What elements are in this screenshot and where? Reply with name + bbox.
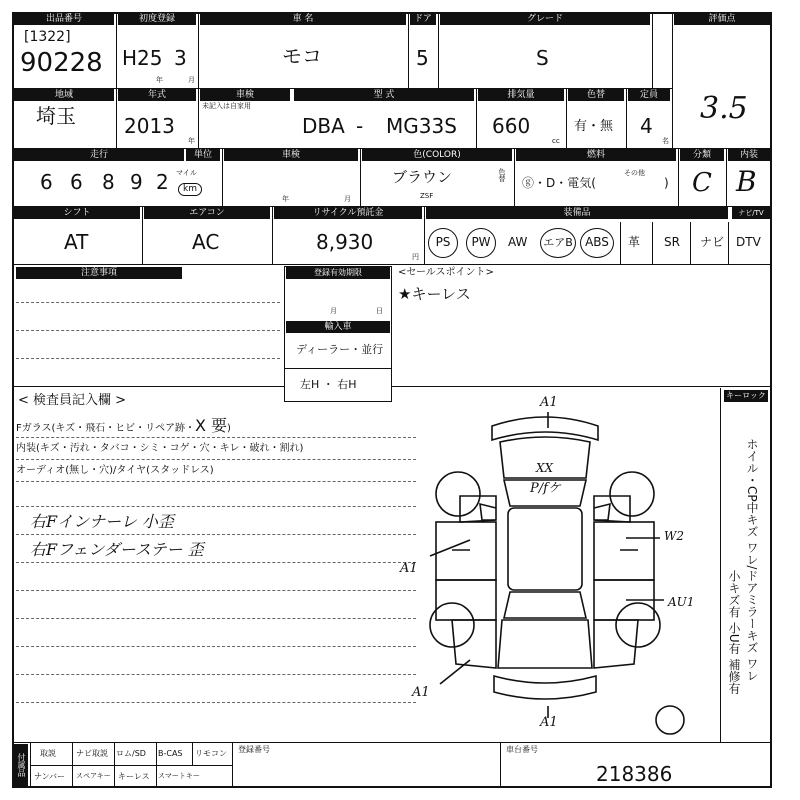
equip-leather: 革 bbox=[628, 235, 641, 249]
type-label: 型 式 bbox=[294, 89, 474, 101]
body-color: ブラウン bbox=[392, 168, 453, 186]
color-change-vertical: 色替 bbox=[498, 168, 506, 182]
equip-navi: ナビ bbox=[700, 235, 725, 249]
keytype-label: ナビ/TV bbox=[732, 207, 770, 219]
diagram-right-mark: W2 bbox=[664, 529, 684, 543]
mileage-digit: 9 bbox=[130, 170, 143, 194]
doors: 5 bbox=[416, 46, 429, 70]
lot-number: 90228 bbox=[20, 48, 103, 78]
color-change-value: 有・無 bbox=[574, 119, 614, 134]
color-label: 色(COLOR) bbox=[362, 149, 512, 161]
inspector-windshield bbox=[16, 418, 231, 434]
accessories-label: 付属品 bbox=[14, 744, 28, 786]
km-unit: km bbox=[178, 183, 202, 196]
region: 埼玉 bbox=[36, 104, 76, 128]
equip-aw: AW bbox=[508, 235, 528, 249]
lot-code: [1322] bbox=[24, 29, 71, 45]
caution-label: 注意事項 bbox=[16, 267, 182, 279]
inspection-label: 車検 bbox=[200, 89, 290, 101]
acc-remote: リモコン bbox=[195, 749, 227, 758]
displacement-label: 排気量 bbox=[478, 89, 564, 101]
equip-pw: PW bbox=[466, 228, 496, 258]
diagram-left-mark: A1 bbox=[400, 561, 418, 576]
shift: AT bbox=[64, 230, 89, 254]
mileage-digit: 6 bbox=[40, 170, 53, 194]
capacity: 4 bbox=[640, 114, 653, 138]
inspection-note: 未記入は自家用 bbox=[202, 102, 251, 110]
reg-number-label: 登録番号 bbox=[238, 745, 270, 754]
interior-grade: B bbox=[736, 165, 757, 198]
diagram-rear-mark: A1 bbox=[540, 715, 558, 730]
equipment-label: 装備品 bbox=[426, 207, 728, 219]
model-dash: - bbox=[356, 114, 364, 138]
color-code: ZSF bbox=[420, 192, 434, 200]
color-change-label: 色替 bbox=[568, 89, 624, 101]
diagram-front-mark: A1 bbox=[540, 395, 558, 410]
capacity-unit: 名 bbox=[662, 137, 669, 145]
mileage-label: 走行 bbox=[14, 149, 184, 161]
shift-label: シフト bbox=[14, 207, 140, 219]
steering-side: 左H ・ 右H bbox=[300, 378, 357, 391]
first-reg-label: 初度登録 bbox=[118, 13, 196, 25]
fuel-other: その他 bbox=[624, 169, 645, 177]
equip-abs: ABS bbox=[580, 228, 614, 258]
diagram-top-mark: XX bbox=[536, 461, 554, 475]
equip-airbag: エアB bbox=[540, 228, 576, 258]
vehicle-class: C bbox=[692, 168, 712, 198]
interior-label: 内装 bbox=[728, 149, 770, 161]
keylock-label: キーロック bbox=[724, 390, 768, 402]
year-label: 年式 bbox=[118, 89, 196, 101]
region-label: 地域 bbox=[14, 89, 114, 101]
reg-expiry-label: 登録有効期限 bbox=[286, 267, 390, 279]
class-label: 分類 bbox=[680, 149, 724, 161]
side-legend-1: ホイル・CP中キズ ワレ/ドアミラーキズ ワレ bbox=[745, 438, 759, 682]
grade: S bbox=[536, 46, 549, 70]
model-type-b: MG33S bbox=[386, 114, 457, 138]
chassis-label: 車台番号 bbox=[506, 745, 538, 754]
mile-unit: マイル bbox=[176, 169, 197, 177]
inspector-title: < 検査員記入欄 > bbox=[18, 393, 127, 408]
inspector-note-1: 右Fインナーレ 小歪 bbox=[30, 512, 174, 531]
first-reg-month-unit: 月 bbox=[188, 76, 195, 84]
import-type: ディーラー・並行 bbox=[296, 343, 384, 356]
cc-unit: cc bbox=[552, 137, 560, 145]
mileage-digit: 2 bbox=[156, 170, 169, 194]
aircon-label: エアコン bbox=[144, 207, 270, 219]
unit-label: 単位 bbox=[186, 149, 220, 161]
windshield-mark: X 要 bbox=[194, 416, 228, 435]
equip-sunroof: SR bbox=[664, 235, 680, 249]
windshield-text: Fガラス(キズ・飛石・ヒビ・リペア跡・ bbox=[16, 423, 195, 434]
acc-plate: ナンバー bbox=[34, 772, 66, 781]
diagram-right-rear-mark: AU1 bbox=[668, 595, 695, 609]
diagram-top-note: P/fケ bbox=[530, 481, 561, 496]
recycle-fee: 8,930 bbox=[316, 230, 374, 254]
reg-day-unit: 日 bbox=[376, 307, 383, 315]
inspection-label-2: 車検 bbox=[224, 149, 358, 161]
first-reg-year-unit: 年 bbox=[156, 76, 163, 84]
acc-smart-key: スマートキー bbox=[158, 772, 200, 780]
inspection-month-unit: 月 bbox=[344, 195, 351, 203]
model-type-a: DBA bbox=[302, 114, 345, 138]
inspector-interior: 内装(キズ・汚れ・タバコ・シミ・コゲ・穴・キレ・破れ・割れ) bbox=[16, 443, 304, 454]
first-reg-month: 3 bbox=[174, 46, 187, 70]
model-year-unit: 年 bbox=[188, 137, 195, 145]
door-label: ドア bbox=[410, 13, 436, 25]
displacement: 660 bbox=[492, 114, 531, 138]
sales-point-label: <セールスポイント> bbox=[398, 267, 494, 278]
mileage-digit: 8 bbox=[102, 170, 115, 194]
acc-manual: 取説 bbox=[40, 749, 56, 758]
fuel: ⓖ・D・電気( bbox=[522, 176, 596, 190]
equip-dtv: DTV bbox=[736, 235, 761, 249]
fuel-label: 燃料 bbox=[516, 149, 676, 161]
fuel-close: ) bbox=[664, 176, 669, 190]
score-label: 評価点 bbox=[674, 13, 770, 25]
windshield-close: ) bbox=[227, 423, 231, 434]
capacity-label: 定員 bbox=[628, 89, 670, 101]
equip-ps: PS bbox=[428, 228, 458, 258]
reg-month-unit: 月 bbox=[330, 307, 337, 315]
inspector-note-2: 右Fフェンダーステー 歪 bbox=[30, 540, 204, 559]
yen-unit: 円 bbox=[412, 253, 419, 261]
lot-label: 出品番号 bbox=[14, 13, 114, 25]
inspector-audio: オーディオ(無し・穴)/タイヤ(スタッドレス) bbox=[16, 465, 214, 476]
aircon: AC bbox=[192, 230, 220, 254]
car-name: モコ bbox=[282, 44, 322, 68]
acc-rom-sd: ロム/SD bbox=[116, 749, 146, 758]
model-year: 2013 bbox=[124, 114, 175, 138]
acc-keyless: キーレス bbox=[118, 772, 150, 781]
recycle-label: リサイクル預託金 bbox=[274, 207, 422, 219]
sales-point: ★キーレス bbox=[398, 285, 471, 303]
mileage-digit: 6 bbox=[70, 170, 83, 194]
side-legend-2: 小キズ有 小U有 補修有 bbox=[727, 570, 741, 695]
acc-spare-key: スペアキー bbox=[76, 772, 111, 780]
chassis-number: 218386 bbox=[596, 762, 673, 786]
inspection-year-unit: 年 bbox=[282, 195, 289, 203]
grade-label: グレード bbox=[440, 13, 650, 25]
car-name-label: 車 名 bbox=[200, 13, 406, 25]
score: 3.5 bbox=[700, 91, 748, 126]
acc-bcas: B-CAS bbox=[158, 749, 183, 758]
first-reg-era: H25 bbox=[122, 46, 163, 70]
import-label: 輸入車 bbox=[286, 321, 390, 333]
acc-navi-manual: ナビ取説 bbox=[76, 749, 108, 758]
diagram-rear-left-mark: A1 bbox=[412, 685, 430, 700]
